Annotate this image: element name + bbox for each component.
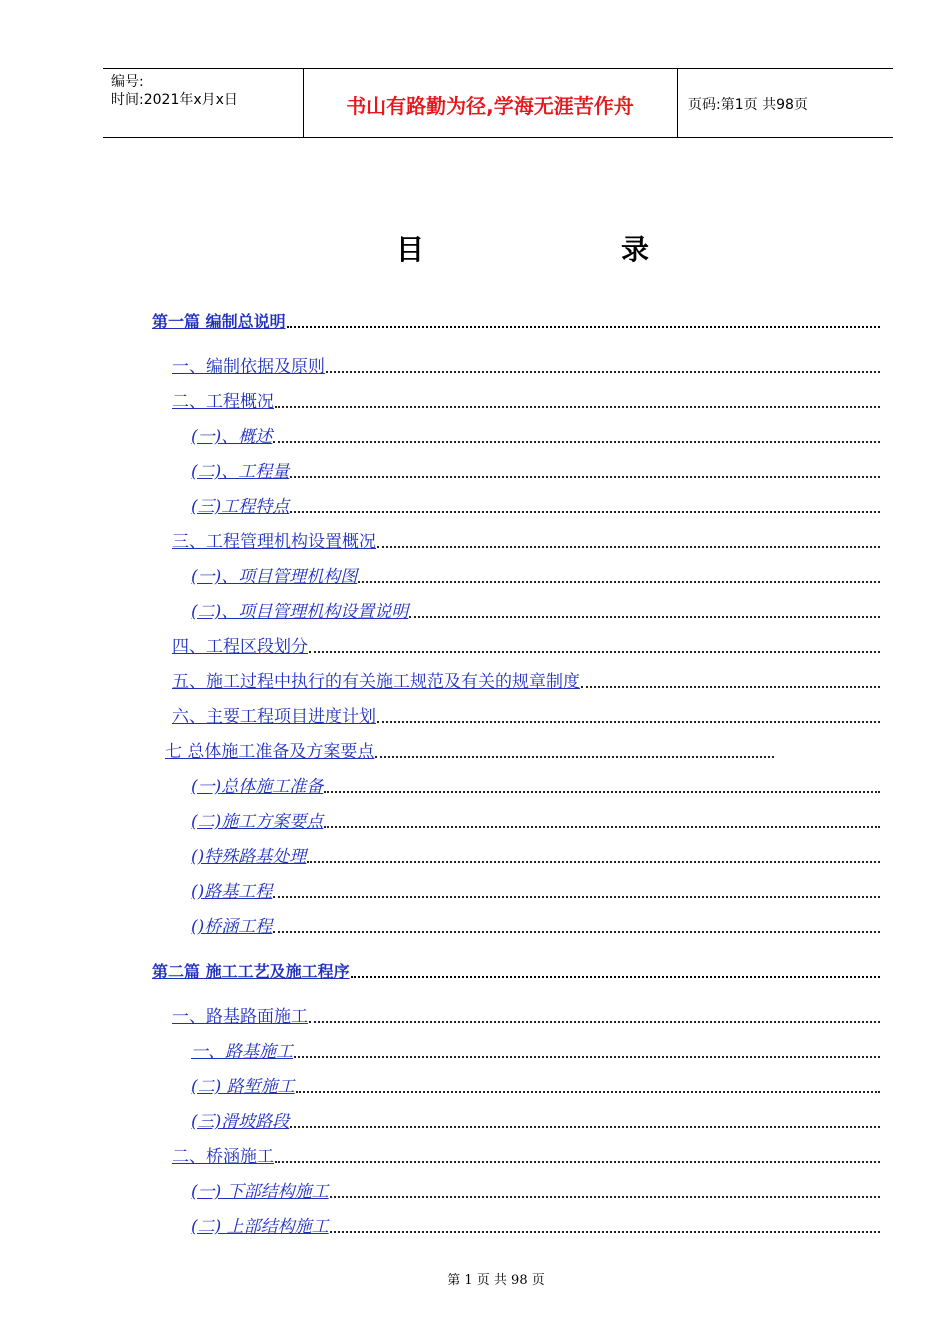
header-left-cell	[103, 69, 304, 137]
toc-entry-label[interactable]: (一)、概述	[191, 427, 273, 447]
toc-entry-label[interactable]: 五、施工过程中执行的有关施工规范及有关的规章制度	[172, 672, 580, 692]
toc-leader	[581, 686, 880, 688]
toc-leader	[294, 1056, 880, 1058]
toc-leader	[409, 616, 880, 618]
toc-entry-label[interactable]: 六、主要工程项目进度计划	[172, 707, 376, 727]
toc-entry-label[interactable]: (一)总体施工准备	[191, 777, 324, 797]
toc-entry[interactable]	[172, 669, 880, 693]
toc-entry[interactable]	[191, 1039, 880, 1063]
toc-entry-label[interactable]: 二、工程概况	[172, 392, 274, 412]
document-header	[103, 68, 893, 138]
toc-entry[interactable]	[172, 389, 880, 413]
page-indicator: 页码:第1页 共98页	[688, 97, 808, 113]
toc-entry[interactable]	[191, 564, 880, 588]
toc-leader	[309, 651, 880, 653]
toc-entry[interactable]	[172, 354, 880, 378]
toc-leader	[351, 976, 880, 978]
header-motto: 书山有路勤为径,学海无涯苦作舟	[346, 94, 634, 118]
toc-leader	[290, 1126, 880, 1128]
toc-entry-label[interactable]: (二) 上部结构施工	[191, 1217, 329, 1237]
toc-entry-label[interactable]: 一、路基路面施工	[172, 1007, 308, 1027]
toc-entry-label[interactable]: 七 总体施工准备及方案要点	[165, 742, 375, 762]
toc-leader	[273, 896, 880, 898]
toc-entry-label[interactable]: 第二篇 施工工艺及施工程序	[152, 962, 350, 981]
toc-leader	[375, 756, 774, 758]
date-label: 时间:2021年x月x日	[111, 92, 238, 108]
toc-entry[interactable]	[191, 914, 880, 938]
toc-leader	[324, 791, 880, 793]
toc-entry-label[interactable]: (三)滑坡路段	[191, 1112, 290, 1132]
toc-entry[interactable]	[191, 1074, 880, 1098]
toc-entry[interactable]	[191, 1214, 880, 1238]
toc-leader	[290, 511, 880, 513]
toc-entry[interactable]	[172, 1004, 880, 1028]
toc-leader	[273, 441, 880, 443]
toc-leader	[309, 1021, 880, 1023]
toc-leader	[358, 581, 880, 583]
toc-entry-label[interactable]: (三)工程特点	[191, 497, 290, 517]
title-char-1: 目	[396, 233, 425, 266]
toc-entry-label[interactable]: (二)施工方案要点	[191, 812, 324, 832]
toc-entry-label[interactable]: 二、桥涵施工	[172, 1147, 274, 1167]
toc-entry-label[interactable]: 第一篇 编制总说明	[152, 312, 286, 331]
toc-leader	[330, 1196, 880, 1198]
toc-entry-label[interactable]: 一、路基施工	[191, 1042, 293, 1062]
toc-entry[interactable]	[172, 704, 880, 728]
toc-entry-part-2[interactable]	[152, 959, 880, 983]
toc-entry-label[interactable]: (一)、项目管理机构图	[191, 567, 358, 587]
toc-entry[interactable]	[191, 1179, 880, 1203]
toc-entry[interactable]	[172, 634, 880, 658]
toc-entry-label[interactable]: 一、编制依据及原则	[172, 357, 325, 377]
toc-entry[interactable]	[191, 774, 880, 798]
toc-entry[interactable]	[191, 809, 880, 833]
toc-entry-label[interactable]: ()路基工程	[191, 882, 273, 902]
toc-entry[interactable]	[165, 739, 774, 763]
toc-entry[interactable]	[191, 459, 880, 483]
toc-leader	[326, 371, 880, 373]
toc-entry[interactable]	[191, 1109, 880, 1133]
toc-entry-label[interactable]: (二)、工程量	[191, 462, 290, 482]
toc-entry[interactable]	[172, 1144, 880, 1168]
toc-entry-label[interactable]: 三、工程管理机构设置概况	[172, 532, 376, 552]
toc-leader	[275, 406, 880, 408]
toc-leader	[377, 546, 880, 548]
toc-leader	[273, 931, 880, 933]
toc-entry[interactable]	[191, 599, 880, 623]
toc-entry-label[interactable]: 四、工程区段划分	[172, 637, 308, 657]
toc-leader	[296, 1091, 880, 1093]
toc-entry[interactable]	[191, 494, 880, 518]
toc-leader	[287, 326, 880, 328]
toc-leader	[307, 861, 880, 863]
toc-entry[interactable]	[191, 424, 880, 448]
toc-entry-label[interactable]: ()桥涵工程	[191, 917, 273, 937]
toc-entry[interactable]	[191, 879, 880, 903]
number-label: 编号:	[111, 74, 144, 90]
toc-leader	[330, 1231, 880, 1233]
toc-entry[interactable]	[172, 529, 880, 553]
page-footer: 第 1 页 共 98 页	[447, 1273, 545, 1288]
toc-entry-label[interactable]: ()特殊路基处理	[191, 847, 307, 867]
toc-leader	[324, 826, 880, 828]
toc-entry-label[interactable]: (一) 下部结构施工	[191, 1182, 329, 1202]
toc-leader	[290, 476, 880, 478]
toc-leader	[275, 1161, 880, 1163]
toc-entry-label[interactable]: (二)、项目管理机构设置说明	[191, 602, 409, 622]
title-char-2: 录	[621, 233, 650, 266]
toc-entry[interactable]	[191, 844, 880, 868]
header-right-cell	[677, 69, 894, 137]
toc-entry-part-1[interactable]	[152, 309, 880, 333]
toc-entry-label[interactable]: (二) 路堑施工	[191, 1077, 295, 1097]
toc-leader	[377, 721, 880, 723]
